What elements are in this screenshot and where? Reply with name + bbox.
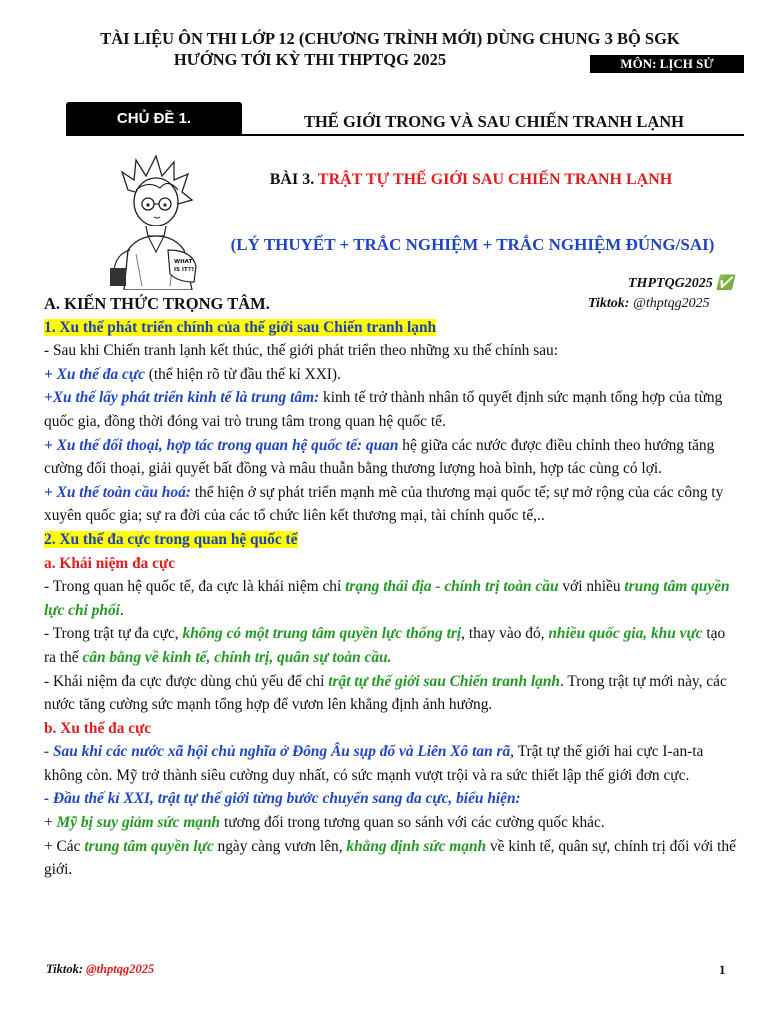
- svg-text:IS IT??: IS IT??: [174, 267, 195, 273]
- tiktok-label: Tiktok:: [588, 296, 630, 311]
- topic-title: THẾ GIỚI TRONG VÀ SAU CHIẾN TRANH LẠNH: [303, 112, 685, 131]
- lesson-subtitle: (LÝ THUYẾT + TRẮC NGHIỆM + TRẮC NGHIỆM ĐÚNG/SAI): [230, 235, 715, 254]
- subsection-a-heading: a. Khái niệm đa cực: [44, 554, 176, 572]
- tiktok-handle: @thptqg2025: [632, 296, 710, 311]
- section-a-heading: A. KIẾN THỨC TRỌNG TÂM.: [44, 294, 270, 313]
- topic-divider: [66, 134, 744, 136]
- section-1-heading: 1. Xu thế phát triển chính của thế giới sau Chiến tranh lạnh: [44, 318, 437, 336]
- concept-paragraph-3: - Khái niệm đa cực được dùng chủ yếu để chỉ trật tự thế giới sau Chiến tranh lạnh. Trong trật tự mới này, các nước tăng cường sức mạnh tổng hợp để vươn lên khẳng định ảnh hưởng.: [44, 672, 727, 714]
- trend-4-text: thể hiện ở sự phát triển mạnh mẽ của thương mại quốc tế; sự mở rộng của các công ty xuyên quốc gia; sự ra đời của các tổ chức liên kết thương mại, tài chính quốc tế,..: [44, 483, 724, 525]
- concept-paragraph-2: - Trong trật tự đa cực, không có một trung tâm quyền lực thống trị, thay vào đó, nhiều quốc gia, khu vực tạo ra thế cân bằng về kinh tế, chính trị, quân sự toàn cầu.: [44, 625, 726, 666]
- lesson-heading: [236, 171, 706, 189]
- topic-tab: CHỦ ĐỀ 1.: [66, 102, 242, 136]
- document-header-line2: HƯỚNG TỚI KỲ THI THPTQG 2025: [173, 50, 447, 69]
- trend-4-key: + Xu thế toàn cầu hoá:: [44, 483, 191, 501]
- svg-text:WHAT: WHAT: [174, 259, 193, 265]
- trend-item-4: [44, 481, 738, 528]
- trend-item-3: [44, 434, 738, 481]
- footer-tiktok-label: Tiktok:: [46, 962, 84, 976]
- trend-item-1: [44, 363, 738, 387]
- page-number: 1: [719, 962, 726, 977]
- section-2-heading-line: [44, 528, 738, 552]
- trend-3-key: + Xu thế đối thoại, hợp tác trong quan hệ quốc tế: quan: [44, 436, 399, 454]
- footer-tiktok: [46, 962, 154, 977]
- trend-paragraph-3: + Mỹ bị suy giảm sức mạnh tương đối trong tương quan so sánh với các cường quốc khác.: [44, 814, 605, 832]
- trend-paragraph-2: - Đầu thế kỉ XXI, trật tự thế giới từng bước chuyển sang đa cực, biểu hiện:: [44, 790, 521, 808]
- section-1-heading-line: [44, 316, 738, 340]
- section-1-intro: - Sau khi Chiến tranh lạnh kết thúc, thế giới phát triển theo những xu thế chính sau:: [44, 342, 559, 360]
- trend-1-text: (thể hiện rõ từ đầu thế kỉ XXI).: [144, 365, 341, 383]
- document-header-line1: TÀI LIỆU ÔN THI LỚP 12 (CHƯƠNG TRÌNH MỚI) DÙNG CHUNG 3 BỘ SGK: [100, 29, 680, 48]
- footer-tiktok-handle: @thptqg2025: [86, 962, 155, 976]
- subsection-b-heading: b. Xu thế đa cực: [44, 719, 152, 737]
- subject-badge: MÔN: LỊCH SỬ: [590, 55, 744, 73]
- document-body: [44, 292, 738, 882]
- lesson-number: BÀI 3.: [269, 171, 315, 188]
- manga-character-illustration: [108, 150, 204, 290]
- trend-paragraph-1: - Sau khi các nước xã hội chủ nghĩa ở Đông Âu sụp đổ và Liên Xô tan rã, Trật tự thế giới hai cực I-an-ta không còn. Mỹ trở thành siêu cường duy nhất, có sức mạnh vượt trội và ra sức thiết lập thế giới đơn cực.: [44, 743, 704, 784]
- trend-3-text: hệ giữa các nước được điều chỉnh theo hướng tăng cường đối thoại, giải quyết bất đồng và mâu thuẫn bằng thương lượng hoà bình, hợp tác cùng có lợi.: [44, 436, 715, 478]
- concept-paragraph-1: - Trong quan hệ quốc tế, đa cực là khái niệm chỉ trạng thái địa - chính trị toàn cầu với nhiều trung tâm quyền lực chi phối.: [44, 578, 730, 619]
- lesson-title: TRẬT TỰ THẾ GIỚI SAU CHIẾN TRANH LẠNH: [317, 171, 673, 188]
- trend-item-2: [44, 386, 738, 433]
- trend-paragraph-4: + Các trung tâm quyền lực ngày càng vươn lên, khẳng định sức mạnh về kinh tế, quân sự, chính trị đối với thế giới.: [44, 837, 736, 879]
- trend-1-key: + Xu thế đa cực: [44, 365, 145, 383]
- trend-2-text: kinh tế trở thành nhân tố quyết định sức mạnh tổng hợp của từng quốc gia, đồng thời đóng vai trò trung tâm trong quan hệ quốc tế.: [44, 389, 723, 430]
- exam-tag: THPTQG2025 ✅: [628, 276, 734, 291]
- section-2-heading: 2. Xu thế đa cực trong quan hệ quốc tế: [44, 530, 298, 548]
- trend-2-key: +Xu thế lấy phát triển kinh tế là trung tâm:: [44, 389, 320, 407]
